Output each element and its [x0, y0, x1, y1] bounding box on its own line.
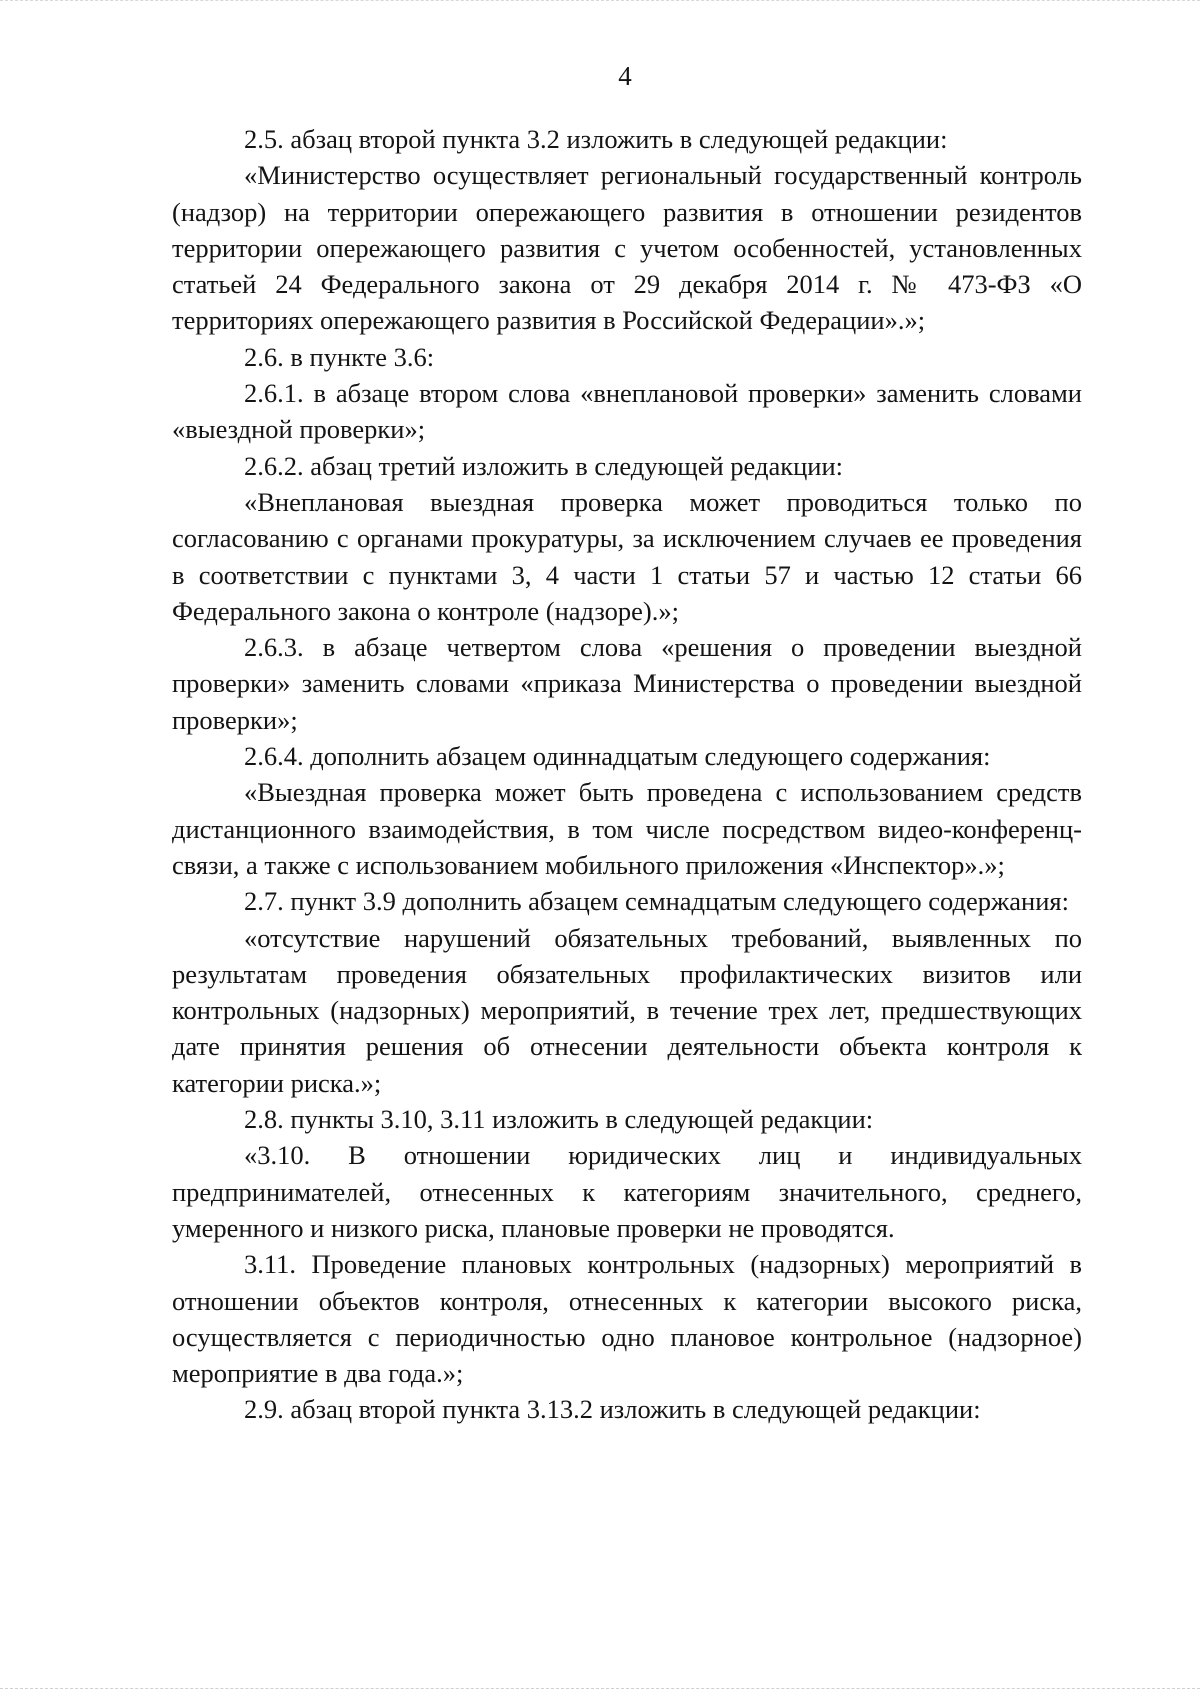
paragraph-2-6-4-text: «Выездная проверка может быть проведена с использованием средств дистанционного взаимодействия, в том числе посредством видео-конференц-связи, а также с использованием мобильного приложения «Инспектор».»;	[172, 777, 1082, 880]
paragraph-3-10: «3.10. В отношении юридических лиц и индивидуальных предпринимателей, отнесенных к категориям значительного, среднего, умеренного и низкого риска, плановые проверки не проводятся.	[172, 1140, 1082, 1243]
paragraph-2-6: 2.6. в пункте 3.6:	[244, 341, 435, 372]
scan-edge-top	[0, 0, 1200, 3]
paragraph-2-7-text: «отсутствие нарушений обязательных требований, выявленных по результатам проведения обязательных профилактических визитов или контрольных (надзорных) мероприятий, в течение трех лет, предшествующих дате принятия решения об отнесении деятельности объекта контроля к категории риска.»;	[172, 922, 1082, 1098]
paragraph-2-7: 2.7. пункт 3.9 дополнить абзацем семнадцатым следующего содержания:	[244, 886, 1069, 917]
paragraph-2-8: 2.8. пункты 3.10, 3.11 изложить в следующей редакции:	[244, 1104, 874, 1135]
paragraph-2-5-text: «Министерство осуществляет региональный государственный контроль (надзор) на территории опережающего развития в отношении резидентов территории опережающего развития с учетом особенностей, установленных статьей 24 Федерального закона от 29 декабря 2014 г. № 473-ФЗ «О территориях опережающего развития в Российской Федерации».»;	[172, 160, 1082, 336]
paragraph-2-6-2: 2.6.2. абзац третий изложить в следующей редакции:	[244, 450, 843, 481]
paragraph-2-6-4: 2.6.4. дополнить абзацем одиннадцатым следующего содержания:	[244, 741, 991, 772]
paragraph-2-9: 2.9. абзац второй пункта 3.13.2 изложить в следующей редакции:	[244, 1394, 981, 1425]
page-number: 4	[618, 61, 632, 91]
paragraph-2-6-2-text: «Внеплановая выездная проверка может проводиться только по согласованию с органами прокуратуры, за исключением случаев ее проведения в соответствии с пунктами 3, 4 части 1 статьи 57 и частью 12 статьи 66 Федерального закона о контроле (надзоре).»;	[172, 486, 1082, 626]
scan-edge-bottom	[0, 1686, 1200, 1689]
document-body	[172, 121, 1082, 1428]
paragraph-2-5: 2.5. абзац второй пункта 3.2 изложить в следующей редакции:	[244, 124, 948, 154]
paragraph-2-6-1: 2.6.1. в абзаце втором слова «внеплановой проверки» заменить словами «выездной проверки»;	[172, 378, 1082, 445]
paragraph-2-6-3: 2.6.3. в абзаце четвертом слова «решения о проведении выездной проверки» заменить словами «приказа Министерства о проведении выездной проверки»;	[172, 632, 1082, 735]
paragraph-3-11: 3.11. Проведение плановых контрольных (надзорных) мероприятий в отношении объектов контроля, отнесенных к категории высокого риска, осуществляется с периодичностью одно плановое контрольное (надзорное) мероприятие в два года.»;	[172, 1249, 1082, 1389]
